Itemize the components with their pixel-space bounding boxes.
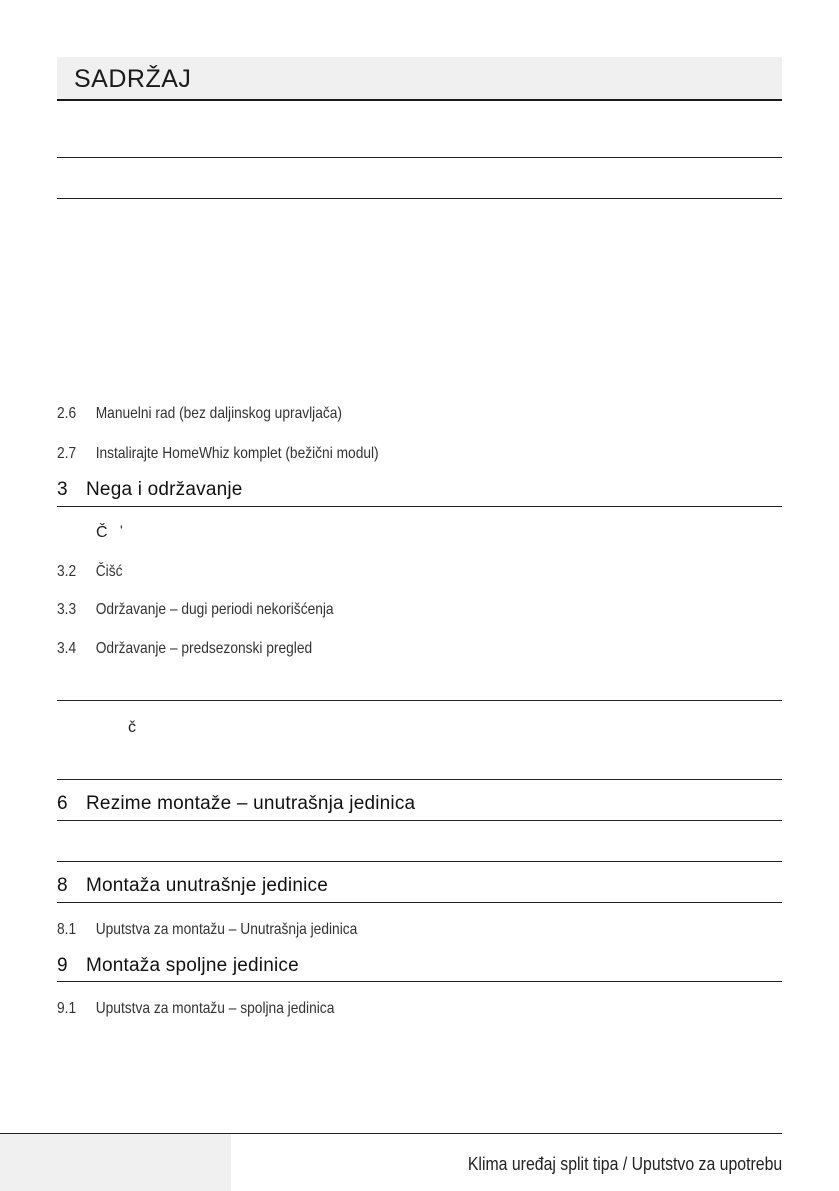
toc-entry-2-7[interactable]: [57, 445, 379, 463]
divider: [57, 506, 782, 507]
toc-fragment: ʹ: [120, 522, 123, 538]
toc-fragment: č: [128, 719, 136, 736]
toc-label: Održavanje – dugi periodi nekorišćenja: [95, 601, 334, 618]
toc-heading-8[interactable]: [57, 875, 328, 897]
toc-entry-2-6[interactable]: [57, 405, 342, 423]
toc-number: 9: [57, 955, 68, 976]
toc-label: Čišć: [95, 563, 123, 580]
toc-label: Instalirajte HomeWhiz komplet (bežični modul): [95, 445, 379, 462]
toc-number: 3.2: [57, 563, 77, 580]
toc-label: Uputstva za montažu – spoljna jedinica: [95, 1000, 335, 1017]
toc-heading-6[interactable]: [57, 793, 415, 815]
toc-number: 6: [57, 793, 68, 814]
divider: [57, 981, 782, 982]
divider: [57, 902, 782, 903]
toc-fragment: Č: [96, 524, 108, 541]
footer-document-title: Klima uređaj split tipa / Uputstvo za upotrebu: [467, 1154, 782, 1174]
page-title-box: [57, 57, 782, 101]
toc-heading-3[interactable]: [57, 479, 243, 501]
toc-label: Održavanje – predsezonski pregled: [95, 640, 313, 657]
toc-label: Montaža spoljne jedinice: [86, 955, 299, 976]
page-title: SADRŽAJ: [74, 65, 192, 93]
footer-divider: [0, 1133, 782, 1134]
toc-label: Uputstva za montažu – Unutrašnja jedinica: [95, 921, 358, 938]
divider: [57, 820, 782, 821]
divider: [57, 157, 782, 158]
toc-label: Rezime montaže – unutrašnja jedinica: [86, 793, 416, 814]
toc-number: 3.4: [57, 640, 77, 657]
toc-number: 8.1: [57, 921, 77, 938]
toc-entry-9-1[interactable]: [57, 1000, 334, 1018]
toc-heading-9[interactable]: [57, 955, 299, 977]
toc-number: 3.3: [57, 601, 77, 618]
toc-entry-3-2[interactable]: [57, 563, 122, 581]
toc-label: Montaža unutrašnje jedinice: [86, 875, 328, 896]
toc-number: 8: [57, 875, 68, 896]
toc-entry-3-3[interactable]: [57, 601, 334, 619]
toc-entry-3-4[interactable]: [57, 640, 312, 658]
toc-label: Manuelni rad (bez daljinskog upravljača): [95, 405, 342, 422]
toc-label: Nega i održavanje: [86, 479, 243, 500]
footer-page-tab: [0, 1133, 231, 1191]
divider: [57, 861, 782, 862]
divider: [57, 779, 782, 780]
toc-number: 9.1: [57, 1000, 77, 1017]
toc-number: 3: [57, 479, 68, 500]
divider: [57, 198, 782, 199]
divider: [57, 700, 782, 701]
toc-number: 2.6: [57, 405, 77, 422]
toc-number: 2.7: [57, 445, 77, 462]
toc-entry-8-1[interactable]: [57, 921, 357, 939]
